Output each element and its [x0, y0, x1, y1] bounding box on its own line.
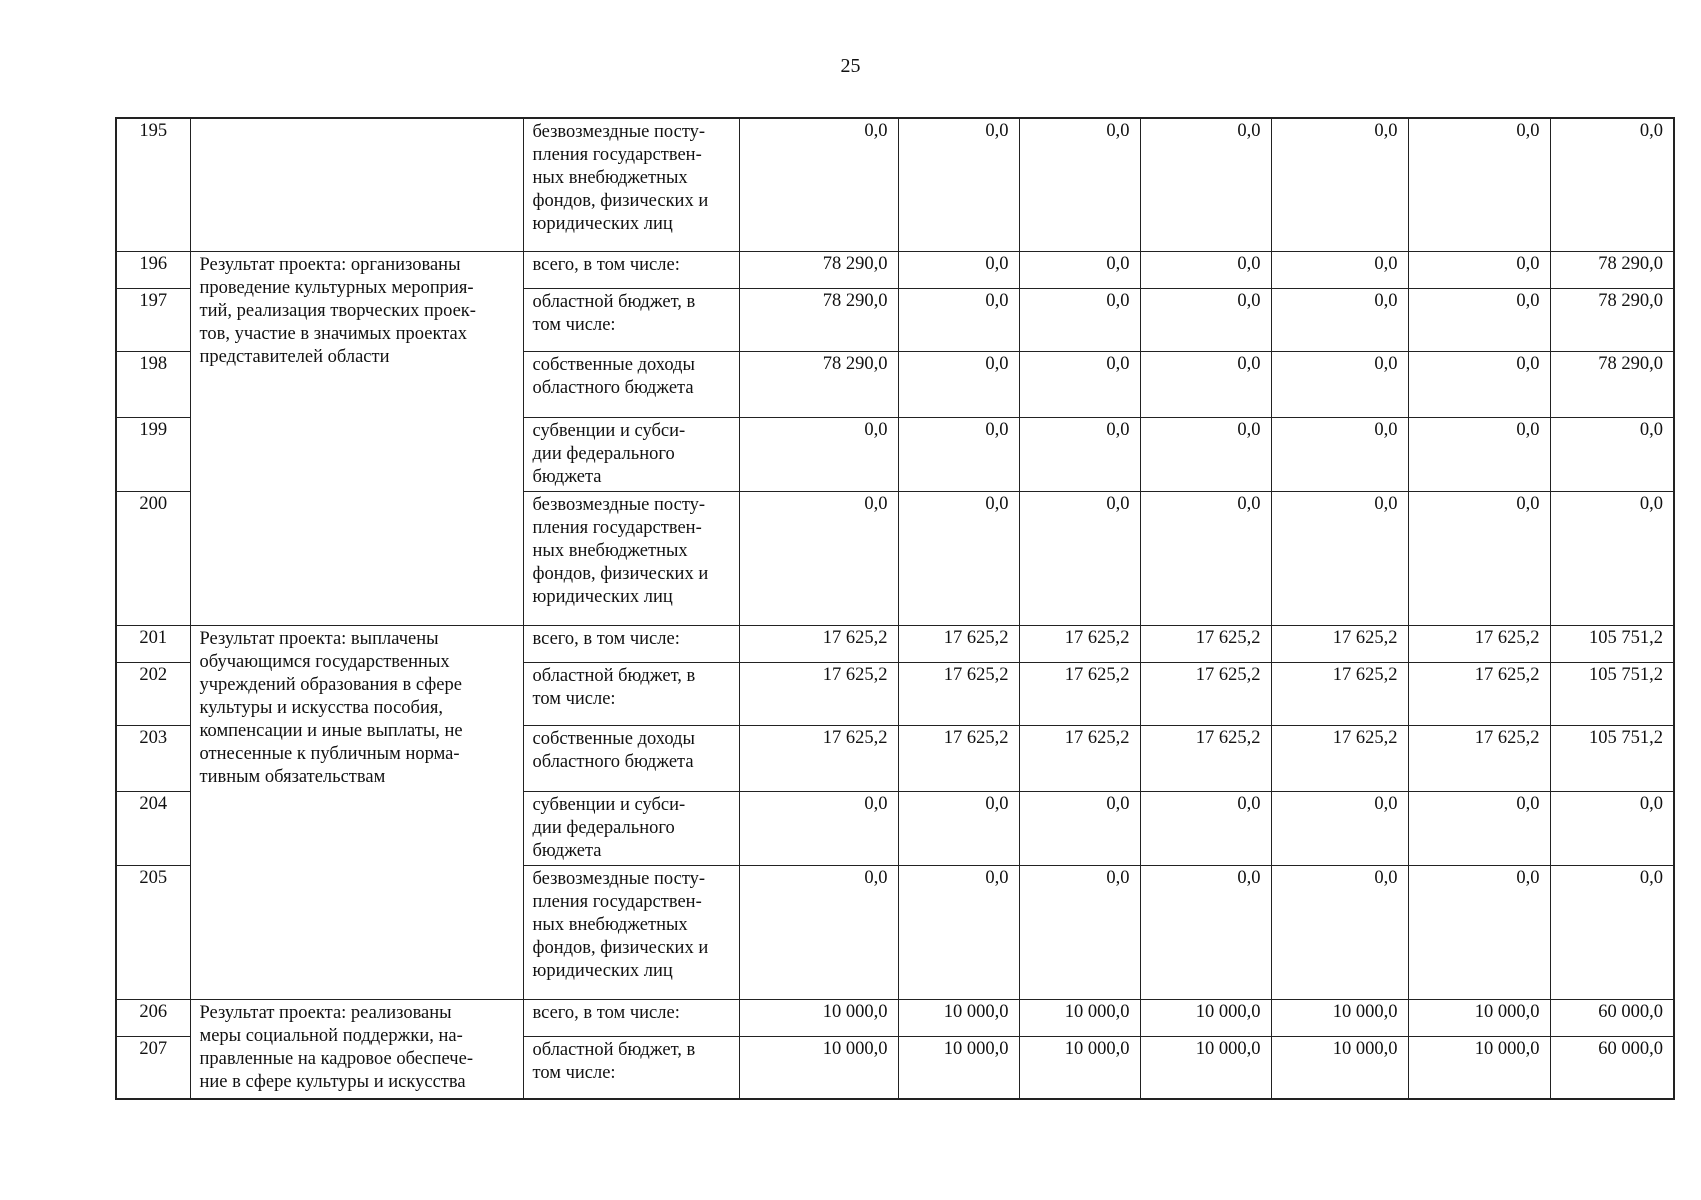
- value-year: 10 000,0: [1019, 1036, 1140, 1099]
- value-year: 0,0: [1408, 288, 1550, 351]
- value-year: 0,0: [1019, 118, 1140, 251]
- value-year: 0,0: [1271, 288, 1408, 351]
- value-year: 10 000,0: [1271, 999, 1408, 1036]
- table-row: [116, 999, 1674, 1036]
- value-year: 0,0: [1408, 791, 1550, 865]
- table-row: [116, 118, 1674, 251]
- value-year: 0,0: [1140, 251, 1271, 288]
- value-year: 0,0: [1140, 791, 1271, 865]
- value-total: 105 751,2: [1550, 662, 1674, 725]
- row-number: 195: [116, 118, 190, 251]
- value-year: 0,0: [1271, 791, 1408, 865]
- value-total: 105 751,2: [1550, 725, 1674, 791]
- value-year: 17 625,2: [1271, 725, 1408, 791]
- value-year: 0,0: [739, 865, 898, 999]
- value-year: 10 000,0: [1140, 1036, 1271, 1099]
- value-year: 17 625,2: [739, 625, 898, 662]
- value-total: 60 000,0: [1550, 999, 1674, 1036]
- value-year: 0,0: [1019, 288, 1140, 351]
- value-year: 10 000,0: [898, 999, 1019, 1036]
- value-year: 0,0: [898, 251, 1019, 288]
- value-year: 0,0: [739, 791, 898, 865]
- value-year: 17 625,2: [1140, 625, 1271, 662]
- funding-source: областной бюджет, в том числе:: [523, 662, 739, 725]
- value-total: 0,0: [1550, 417, 1674, 491]
- value-year: 0,0: [898, 865, 1019, 999]
- project-result-description: Результат проекта: организованы проведение культурных мероприя- тий, реализация творческих проек- тов, участие в значимых проектах представителей области: [190, 251, 523, 625]
- table-row: [116, 251, 1674, 288]
- value-total: 78 290,0: [1550, 351, 1674, 417]
- value-year: 17 625,2: [1408, 625, 1550, 662]
- value-year: 0,0: [1271, 251, 1408, 288]
- value-year: 0,0: [1019, 251, 1140, 288]
- value-year: 10 000,0: [739, 999, 898, 1036]
- page-number: 25: [840, 55, 861, 77]
- value-year: 17 625,2: [1408, 662, 1550, 725]
- row-number: 199: [116, 417, 190, 491]
- value-year: 10 000,0: [739, 1036, 898, 1099]
- value-year: 0,0: [1019, 491, 1140, 625]
- funding-source: всего, в том числе:: [523, 251, 739, 288]
- funding-source: собственные доходы областного бюджета: [523, 725, 739, 791]
- value-total: 0,0: [1550, 491, 1674, 625]
- value-year: 17 625,2: [1271, 662, 1408, 725]
- table-row: [116, 625, 1674, 662]
- value-year: 0,0: [1408, 351, 1550, 417]
- row-number: 207: [116, 1036, 190, 1099]
- funding-source: субвенции и субси- дии федерального бюджета: [523, 791, 739, 865]
- value-year: 0,0: [1408, 118, 1550, 251]
- value-year: 0,0: [1408, 417, 1550, 491]
- value-year: 0,0: [1271, 351, 1408, 417]
- row-number: 198: [116, 351, 190, 417]
- value-total: 60 000,0: [1550, 1036, 1674, 1099]
- value-year: 0,0: [1271, 865, 1408, 999]
- value-year: 17 625,2: [898, 625, 1019, 662]
- value-year: 78 290,0: [739, 288, 898, 351]
- funding-source: областной бюджет, в том числе:: [523, 288, 739, 351]
- value-year: 0,0: [1019, 791, 1140, 865]
- value-year: 0,0: [1140, 417, 1271, 491]
- value-year: 0,0: [1140, 351, 1271, 417]
- value-year: 78 290,0: [739, 251, 898, 288]
- value-year: 0,0: [739, 491, 898, 625]
- value-year: 0,0: [739, 118, 898, 251]
- value-year: 0,0: [1019, 417, 1140, 491]
- value-total: 78 290,0: [1550, 288, 1674, 351]
- value-year: 10 000,0: [898, 1036, 1019, 1099]
- row-number: 204: [116, 791, 190, 865]
- value-total: 0,0: [1550, 865, 1674, 999]
- value-year: 0,0: [1408, 491, 1550, 625]
- value-year: 0,0: [898, 491, 1019, 625]
- project-result-description: Результат проекта: выплачены обучающимся государственных учреждений образования в сфере культуры и искусства пособия, компенсации и иные выплаты, не отнесенные к публичным норма- тивным обязательствам: [190, 625, 523, 999]
- value-total: 105 751,2: [1550, 625, 1674, 662]
- row-number: 196: [116, 251, 190, 288]
- value-year: 10 000,0: [1408, 999, 1550, 1036]
- value-year: 0,0: [898, 791, 1019, 865]
- project-result-description: [190, 118, 523, 251]
- value-year: 0,0: [1140, 288, 1271, 351]
- value-year: 17 625,2: [1019, 662, 1140, 725]
- value-total: 78 290,0: [1550, 251, 1674, 288]
- value-year: 17 625,2: [1408, 725, 1550, 791]
- value-total: 0,0: [1550, 118, 1674, 251]
- value-year: 17 625,2: [1019, 725, 1140, 791]
- funding-source: субвенции и субси- дии федерального бюджета: [523, 417, 739, 491]
- row-number: 205: [116, 865, 190, 999]
- budget-table: [115, 117, 1675, 1100]
- value-year: 17 625,2: [1271, 625, 1408, 662]
- value-total: 0,0: [1550, 791, 1674, 865]
- value-year: 10 000,0: [1408, 1036, 1550, 1099]
- value-year: 0,0: [898, 417, 1019, 491]
- table-body: [116, 118, 1674, 1099]
- row-number: 202: [116, 662, 190, 725]
- row-number: 200: [116, 491, 190, 625]
- funding-source: всего, в том числе:: [523, 999, 739, 1036]
- funding-source: областной бюджет, в том числе:: [523, 1036, 739, 1099]
- value-year: 0,0: [898, 118, 1019, 251]
- value-year: 0,0: [1271, 417, 1408, 491]
- value-year: 17 625,2: [1140, 725, 1271, 791]
- value-year: 0,0: [739, 417, 898, 491]
- value-year: 0,0: [898, 288, 1019, 351]
- value-year: 0,0: [898, 351, 1019, 417]
- project-result-description: Результат проекта: реализованы меры социальной поддержки, на- правленные на кадровое обеспече- ние в сфере культуры и искусства: [190, 999, 523, 1099]
- row-number: 201: [116, 625, 190, 662]
- value-year: 17 625,2: [1019, 625, 1140, 662]
- value-year: 10 000,0: [1140, 999, 1271, 1036]
- funding-source: всего, в том числе:: [523, 625, 739, 662]
- value-year: 0,0: [1019, 351, 1140, 417]
- value-year: 10 000,0: [1271, 1036, 1408, 1099]
- value-year: 0,0: [1140, 491, 1271, 625]
- value-year: 0,0: [1140, 865, 1271, 999]
- value-year: 0,0: [1271, 491, 1408, 625]
- value-year: 17 625,2: [739, 725, 898, 791]
- funding-source: безвозмездные посту- пления государствен- ных внебюджетных фондов, физических и юридических лиц: [523, 491, 739, 625]
- row-number: 203: [116, 725, 190, 791]
- value-year: 78 290,0: [739, 351, 898, 417]
- value-year: 0,0: [1140, 118, 1271, 251]
- funding-source: безвозмездные посту- пления государствен- ных внебюджетных фондов, физических и юридических лиц: [523, 865, 739, 999]
- value-year: 0,0: [1271, 118, 1408, 251]
- row-number: 197: [116, 288, 190, 351]
- value-year: 10 000,0: [1019, 999, 1140, 1036]
- value-year: 17 625,2: [898, 662, 1019, 725]
- funding-source: безвозмездные посту- пления государствен- ных внебюджетных фондов, физических и юридических лиц: [523, 118, 739, 251]
- value-year: 17 625,2: [898, 725, 1019, 791]
- value-year: 0,0: [1408, 865, 1550, 999]
- value-year: 0,0: [1019, 865, 1140, 999]
- value-year: 17 625,2: [739, 662, 898, 725]
- value-year: 0,0: [1408, 251, 1550, 288]
- value-year: 17 625,2: [1140, 662, 1271, 725]
- row-number: 206: [116, 999, 190, 1036]
- funding-source: собственные доходы областного бюджета: [523, 351, 739, 417]
